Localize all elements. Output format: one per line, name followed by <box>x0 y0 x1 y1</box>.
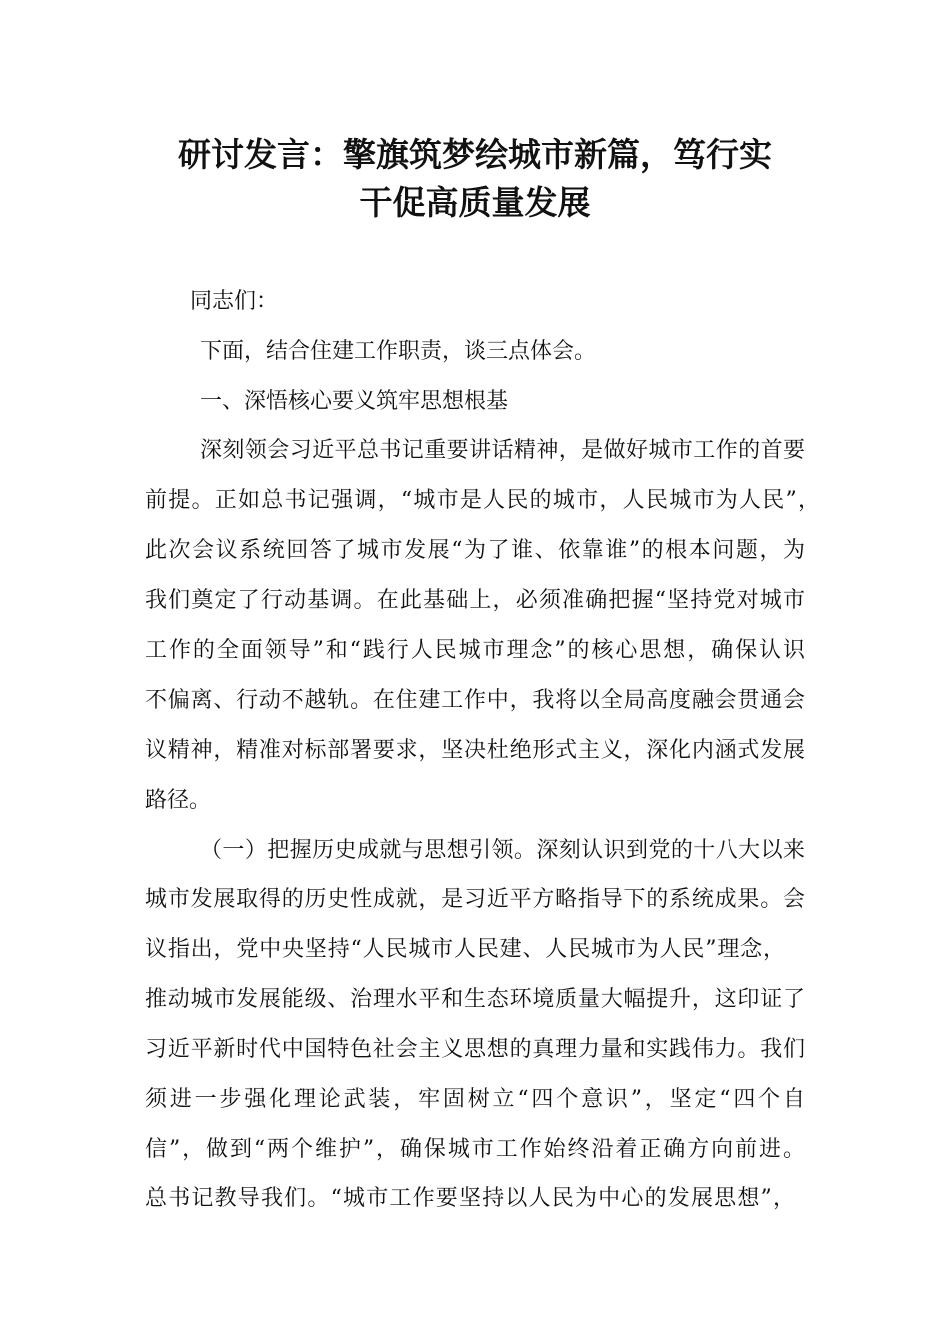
paragraph-1-line: 我们奠定了行动基调。在此基础上，必须准确把握“坚持党对城市 <box>145 588 805 613</box>
section-1-heading: 一、深悟核心要义筑牢思想根基 <box>200 389 509 414</box>
paragraph-2-line: 须进一步强化理论武装，牢固树立“四个意识”，坚定“四个自 <box>145 1087 805 1112</box>
paragraph-2-line: 议指出，党中央坚持“人民城市人民建、人民城市为人民”理念， <box>145 937 785 962</box>
paragraph-2-line: 总书记教导我们。“城市工作要坚持以人民为中心的发展思想”， <box>145 1186 795 1211</box>
paragraph-1-line: 路径。 <box>145 788 212 813</box>
paragraph-1-line: 前提。正如总书记强调，“城市是人民的城市，人民城市为人民”， <box>145 488 820 513</box>
intro-paragraph: 下面，结合住建工作职责，谈三点体会。 <box>200 339 597 364</box>
paragraph-1-line: 此次会议系统回答了城市发展“为了谁、依靠谁”的根本问题，为 <box>145 538 805 563</box>
paragraph-2-line: 推动城市发展能级、治理水平和生态环境质量大幅提升，这印证了 <box>145 987 805 1012</box>
paragraph-2-line: 习近平新时代中国特色社会主义思想的真理力量和实践伟力。我们 <box>145 1037 805 1062</box>
paragraph-1-line: 深刻领会习近平总书记重要讲话精神，是做好城市工作的首要 <box>200 438 805 463</box>
salutation: 同志们： <box>190 289 279 314</box>
paragraph-1-line: 不偏离、行动不越轨。在住建工作中，我将以全局高度融会贯通会 <box>145 688 805 713</box>
paragraph-1-line: 议精神，精准对标部署要求，坚决杜绝形式主义，深化内涵式发展 <box>145 738 805 763</box>
paragraph-2-line: （一）把握历史成就与思想引领。深刻认识到党的十八大以来 <box>200 838 805 863</box>
document-title-line-2: 干促高质量发展 <box>359 183 591 222</box>
paragraph-1-line: 工作的全面领导”和“践行人民城市理念”的核心思想，确保认识 <box>145 638 805 663</box>
document-title-line-1: 研讨发言：擎旗筑梦绘城市新篇，笃行实 <box>178 135 772 174</box>
paragraph-2-line: 信”，做到“两个维护”，确保城市工作始终沿着正确方向前进。 <box>145 1137 805 1162</box>
paragraph-2-line: 城市发展取得的历史性成就，是习近平方略指导下的系统成果。会 <box>145 887 805 912</box>
